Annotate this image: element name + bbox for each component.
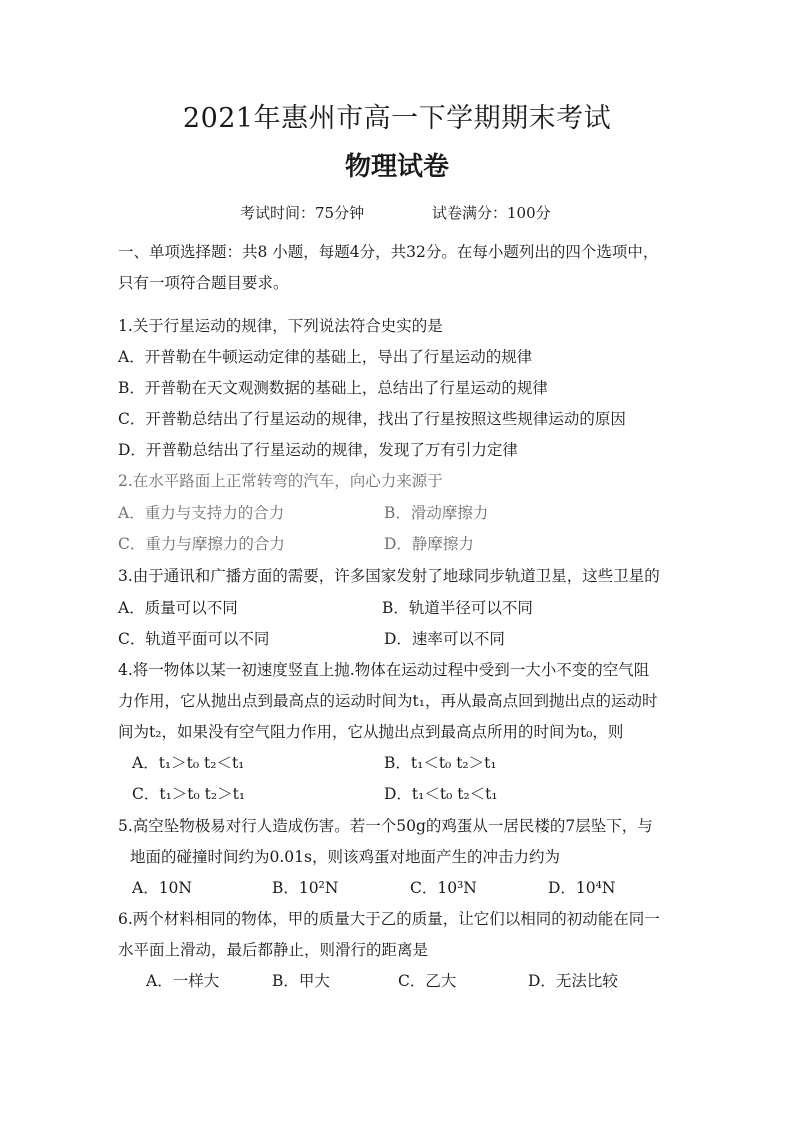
q6-option-c: C．乙大	[398, 972, 457, 990]
q2-stem: 2.在水平路面上正常转弯的汽车，向心力来源于	[118, 472, 443, 490]
q1-option-d: D．开普勒总结出了行星运动的规律，发现了万有引力定律	[118, 441, 518, 459]
q6-option-a: A．一样大	[146, 972, 220, 990]
q1-option-b: B．开普勒在天文观测数据的基础上，总结出了行星运动的规律	[118, 379, 548, 397]
q5-option-d: D．10⁴N	[548, 879, 616, 897]
q5-option-a: A．10N	[132, 879, 192, 897]
q1-option-c: C．开普勒总结出了行星运动的规律，找出了行星按照这些规律运动的原因	[118, 410, 626, 428]
q4-stem-line3: 间为t₂，如果没有空气阻力作用，它从抛出点到最高点所用的时间为t₀，则	[118, 723, 624, 741]
q3-option-c: C．轨道平面可以不同	[118, 630, 270, 648]
q4-option-a: A．t₁＞t₀ t₂＜t₁	[132, 754, 245, 772]
q5-option-b: B．10²N	[272, 879, 339, 897]
q6-stem-line1: 6.两个材料相同的物体，甲的质量大于乙的质量，让它们以相同的初动能在同一	[118, 910, 660, 928]
q6-option-b: B．甲大	[272, 972, 330, 990]
q4-option-d: D．t₁＜t₀ t₂＜t₁	[384, 785, 498, 803]
q3-stem: 3.由于通讯和广播方面的需要，许多国家发射了地球同步轨道卫星，这些卫星的	[118, 567, 660, 585]
exam-subtitle: 物理试卷	[344, 152, 449, 182]
q2-option-c: C．重力与摩擦力的合力	[118, 535, 285, 553]
q6-option-d: D．无法比较	[528, 972, 618, 990]
q5-option-c: C．10³N	[410, 879, 477, 897]
exam-title: 2021年惠州市高一下学期期末考试	[182, 103, 612, 134]
section-heading-line1: 一、单项选择题：共8 小题，每题4分，共32分。在每小题列出的四个选项中，	[118, 243, 659, 261]
q4-option-b: B．t₁＜t₀ t₂＞t₁	[384, 754, 497, 772]
q3-option-d: D．速率可以不同	[384, 630, 505, 648]
q2-option-a: A．重力与支持力的合力	[118, 504, 285, 522]
q4-stem-line2: 力作用，它从抛出点到最高点的运动时间为t₁，再从最高点回到抛出点的运动时	[118, 692, 658, 710]
section-heading-line2: 只有一项符合题目要求。	[118, 274, 289, 292]
q2-option-b: B．滑动摩擦力	[384, 504, 489, 522]
q4-stem-line1: 4.将一物体以某一初速度竖直上抛.物体在运动过程中受到一大小不变的空气阻	[118, 661, 650, 679]
q4-option-c: C．t₁＞t₀ t₂＞t₁	[132, 785, 246, 803]
q1-stem: 1.关于行星运动的规律，下列说法符合史实的是	[118, 317, 443, 335]
q6-stem-line2: 水平面上滑动，最后都静止，则滑行的距离是	[118, 941, 429, 959]
exam-score: 试卷满分：100分	[432, 204, 551, 222]
q5-stem-line1: 5.高空坠物极易对行人造成伤害。若一个50g的鸡蛋从一居民楼的7层坠下，与	[118, 817, 653, 835]
q1-option-a: A．开普勒在牛顿运动定律的基础上，导出了行星运动的规律	[118, 348, 533, 366]
q3-option-a: A．质量可以不同	[118, 599, 238, 617]
q2-option-d: D．静摩擦力	[384, 535, 474, 553]
exam-time: 考试时间：75分钟	[240, 204, 365, 222]
q3-option-b: B．轨道半径可以不同	[382, 599, 533, 617]
q5-stem-line2: 地面的碰撞时间约为0.01s，则该鸡蛋对地面产生的冲击力约为	[130, 848, 560, 866]
